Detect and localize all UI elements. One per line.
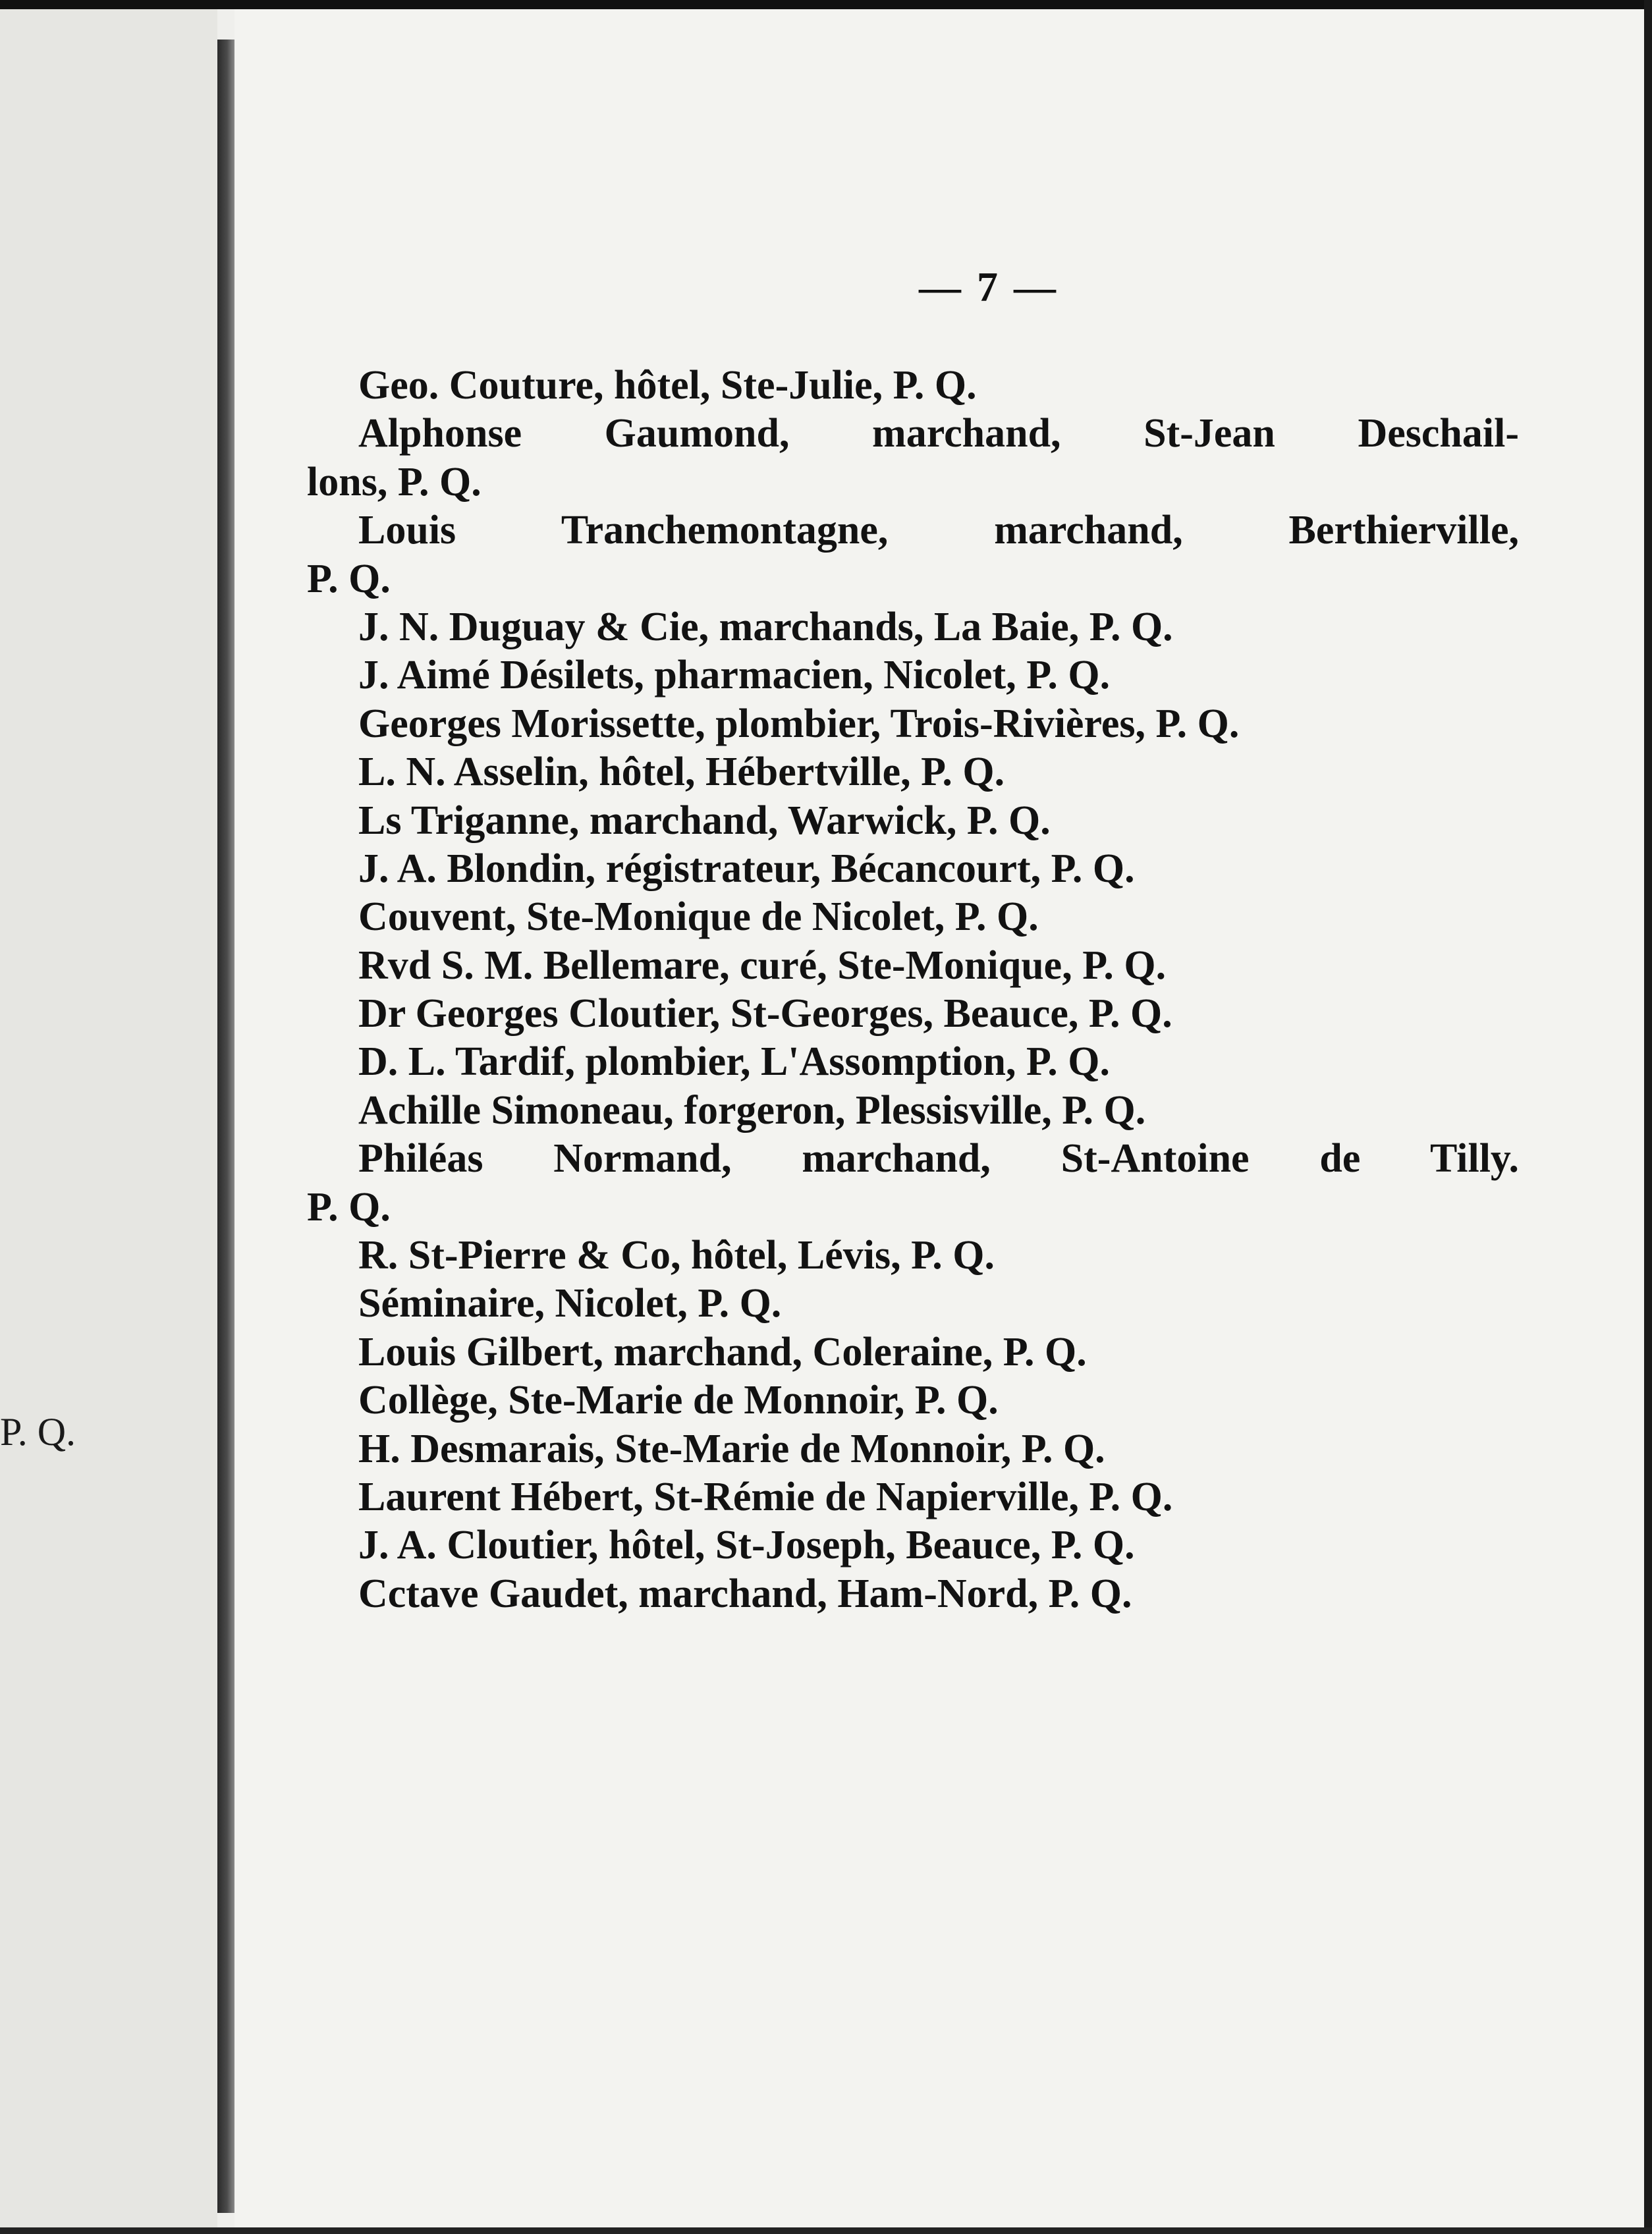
entry-line: P. Q. — [307, 556, 391, 601]
entry-line: Louis Gilbert, marchand, Coleraine, P. Q. — [358, 1329, 1087, 1375]
entry-line: Rvd S. M. Bellemare, curé, Ste-Monique, P. Q. — [358, 942, 1167, 988]
entry-line: Couvent, Ste-Monique de Nicolet, P. Q. — [358, 894, 1039, 940]
scan-border-top — [0, 0, 1652, 9]
entry-line: J. A. Cloutier, hôtel, St-Joseph, Beauce, P. Q. — [358, 1523, 1135, 1568]
entry-line: Georges Morissette, plombier, Trois-Rivières, P. Q. — [358, 701, 1240, 746]
page-number: — 7 — — [919, 263, 1059, 310]
entry-line: D. L. Tardif, plombier, L'Assomption, P. Q. — [358, 1039, 1110, 1085]
entry-line: Cctave Gaudet, marchand, Ham-Nord, P. Q. — [358, 1571, 1132, 1616]
entry-line: Dr Georges Cloutier, St-Georges, Beauce, P. Q. — [358, 991, 1172, 1037]
book-gutter — [217, 40, 234, 2213]
entry-line: Alphonse Gaumond, marchand, St-Jean Deschail- — [358, 411, 1519, 456]
entry-line: Achille Simoneau, forgeron, Plessisville, P. Q. — [358, 1087, 1146, 1133]
facing-page-edge — [0, 0, 217, 2234]
entry-line: Geo. Couture, hôtel, Ste-Julie, P. Q. — [358, 363, 977, 408]
entry-line: P. Q. — [307, 1184, 391, 1230]
entry-line: J. A. Blondin, régistrateur, Bécancourt, P. Q. — [358, 846, 1135, 891]
entry-line: J. Aimé Désilets, pharmacien, Nicolet, P. Q. — [358, 653, 1111, 698]
scan-border-right — [1644, 0, 1652, 2234]
entry-line: Laurent Hébert, St-Rémie de Napierville, P. Q. — [358, 1474, 1173, 1519]
entry-line: R. St-Pierre & Co, hôtel, Lévis, P. Q. — [358, 1233, 995, 1278]
entry-line: H. Desmarais, Ste-Marie de Monnoir, P. Q. — [358, 1426, 1105, 1471]
entry-line: Louis Tranchemontagne, marchand, Berthierville, — [358, 508, 1519, 553]
entry-line: Séminaire, Nicolet, P. Q. — [358, 1281, 782, 1326]
entry-line: Collège, Ste-Marie de Monnoir, P. Q. — [358, 1378, 999, 1423]
scan-border-bottom — [0, 2227, 1652, 2234]
facing-page-text: P. Q. — [0, 1410, 76, 1454]
entry-line: Philéas Normand, marchand, St-Antoine de Tilly. — [358, 1136, 1519, 1182]
entry-line: lons, P. Q. — [307, 459, 482, 504]
entry-line: J. N. Duguay & Cie, marchands, La Baie, P. Q. — [358, 604, 1173, 649]
document-page — [234, 9, 1644, 2227]
entry-list — [307, 362, 1519, 1618]
entry-line: L. N. Asselin, hôtel, Hébertville, P. Q. — [358, 749, 1005, 795]
entry-line: Ls Triganne, marchand, Warwick, P. Q. — [358, 798, 1051, 843]
